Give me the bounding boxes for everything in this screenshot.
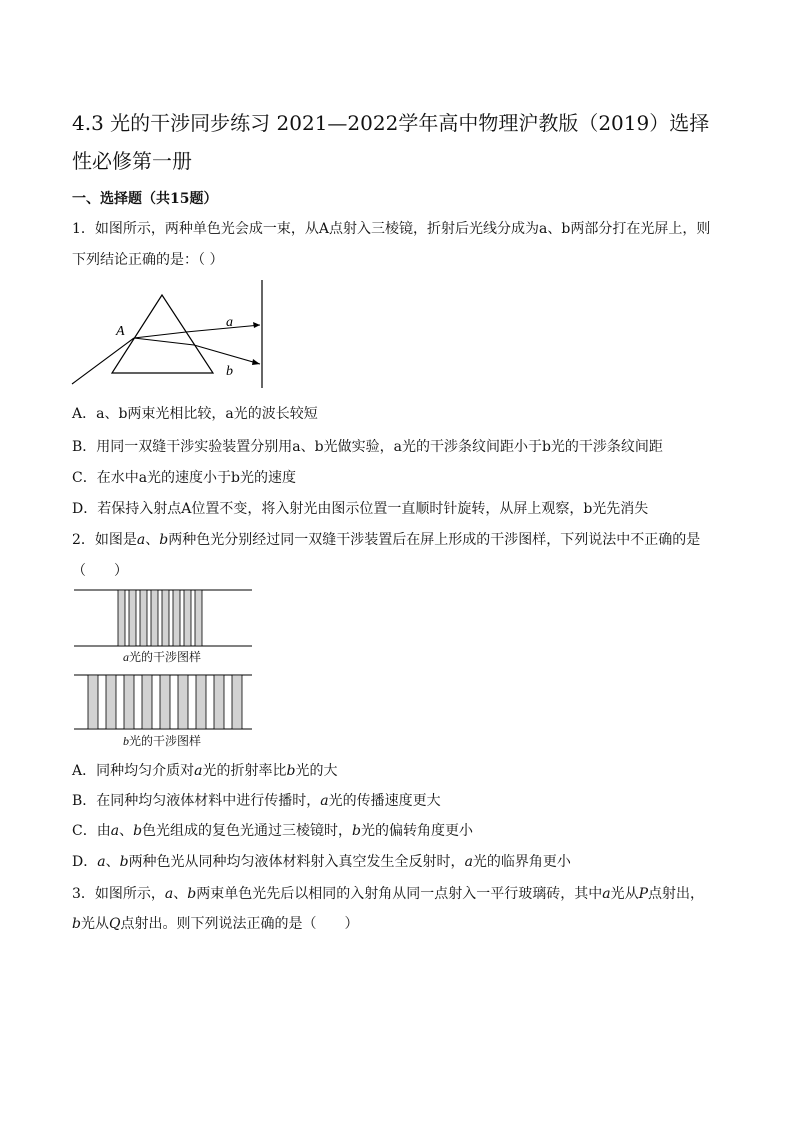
- q2-oc-post: 光的偏转角度更小: [361, 823, 474, 839]
- section-heading: 一、选择题（共15题）: [72, 191, 218, 207]
- q3-sep: 、: [173, 886, 188, 902]
- fringe-band: [232, 675, 242, 729]
- q3-mid: 两束单色光先后以相同的入射角从同一点射入一平行玻璃砖，其中: [196, 886, 603, 902]
- q2-oa-pre: A．同种均匀介质对: [72, 763, 195, 779]
- fringe-band: [124, 675, 134, 729]
- q3-l2-post: 点射出。则下列说法正确的是（ ）: [120, 916, 359, 932]
- fringe-band: [160, 675, 170, 729]
- q2-oc-v1: a: [110, 823, 120, 839]
- q2-stem-sep: 、: [145, 532, 160, 548]
- caption-b-var: b: [123, 734, 129, 748]
- q2-oc-mid1: 、: [119, 823, 134, 839]
- q3-l2-mid: 光从: [80, 916, 109, 932]
- q2-option-d: [72, 851, 571, 871]
- ray-a: [186, 325, 260, 332]
- fringe-band: [140, 590, 147, 646]
- fringe-band: [142, 675, 152, 729]
- label-a: a: [226, 315, 233, 330]
- q1-option-c: C．在水中a光的速度小于b光的速度: [72, 470, 297, 486]
- q2-ob-post: 光的传播速度更大: [328, 793, 441, 809]
- label-b: b: [226, 364, 233, 379]
- q2-oc-v3: b: [352, 823, 362, 839]
- q2-ob-v1: a: [320, 793, 329, 809]
- q3-var-b2: b: [72, 916, 81, 932]
- caption-a-text: 光的干涉图样: [129, 650, 202, 664]
- ray-a-arrow: [253, 322, 260, 328]
- q2-option-c: [72, 820, 473, 840]
- q3-var-a: a: [164, 886, 174, 902]
- ray-b-arrow: [252, 359, 260, 365]
- q2-od-v2: b: [119, 854, 129, 870]
- fringe-band: [195, 590, 202, 646]
- q2-od-pre: D．: [72, 854, 98, 870]
- q3-pre: 3．如图所示，: [72, 886, 165, 902]
- fringe-band: [184, 590, 191, 646]
- incident-ray: [72, 338, 134, 384]
- prism-triangle: [112, 295, 213, 373]
- q2-var-a: a: [136, 532, 146, 548]
- q2-oa-v1: a: [194, 763, 203, 779]
- ray-b: [194, 345, 260, 364]
- fringe-band: [214, 675, 224, 729]
- interference-pattern-a: [72, 588, 254, 648]
- q2-od-mid2: 两种色光从同种均匀液体材料射入真空发生全反射时，: [128, 854, 465, 870]
- q2-oa-v2: b: [286, 763, 296, 779]
- caption-b: [123, 732, 201, 749]
- q2-oc-pre: C．由: [72, 823, 111, 839]
- q3-stem-line2: [72, 913, 358, 933]
- fringe-band: [178, 675, 188, 729]
- q1-option-a: A．a、b两束光相比较，a光的波长较短: [72, 406, 318, 422]
- fringe-band: [196, 675, 206, 729]
- q2-oa-mid: 光的折射率比: [202, 763, 287, 779]
- q1-stem-line2: 下列结论正确的是：（ ）: [72, 252, 224, 268]
- interference-pattern-b: [72, 673, 254, 731]
- q2-stem-line2: （ ）: [72, 563, 128, 579]
- q3-post: 点射出，: [648, 886, 705, 902]
- fringes-a: [118, 590, 202, 646]
- q3-var-a2: a: [602, 886, 611, 902]
- q3-mid2: 光从: [610, 886, 639, 902]
- q2-oa-post: 光的大: [295, 763, 338, 779]
- q2-od-v1: a: [97, 854, 106, 870]
- q2-od-post: 光的临界角更小: [472, 854, 571, 870]
- label-A: A: [116, 324, 125, 339]
- q3-var-b: b: [187, 886, 197, 902]
- q2-stem-line1: [72, 529, 700, 549]
- caption-b-text: 光的干涉图样: [129, 734, 202, 748]
- caption-a: [123, 648, 201, 665]
- q2-stem-pre: 2．如图是: [72, 532, 137, 548]
- q1-option-b: B．用同一双缝干涉实验装置分别用a、b光做实验，a光的干涉条纹间距小于b光的干涉条纹间距: [72, 439, 663, 455]
- q2-od-mid1: 、: [105, 854, 120, 870]
- q2-oc-v2: b: [133, 823, 143, 839]
- q2-var-b: b: [159, 532, 169, 548]
- fringes-b: [88, 675, 242, 729]
- q2-stem-post: 两种色光分别经过同一双缝干涉装置后在屏上形成的干涉图样，下列说法中不正确的是: [168, 532, 701, 548]
- page-title: 4.3 光的干涉同步练习 2021—2022学年高中物理沪教版（2019）选择性必修第一册: [72, 111, 710, 173]
- fringe-band: [129, 590, 136, 646]
- caption-a-var: a: [123, 650, 129, 664]
- ray-a-inside: [134, 332, 186, 338]
- q2-oc-mid2: 色光组成的复色光通过三棱镜时，: [142, 823, 353, 839]
- q1-option-d: D．若保持入射点A位置不变，将入射光由图示位置一直顺时针旋转，从屏上观察，b光先消失: [72, 501, 649, 517]
- q3-var-q: Q: [108, 916, 121, 932]
- fringe-band: [118, 590, 125, 646]
- q3-var-p: P: [638, 886, 649, 902]
- fringe-band: [106, 675, 116, 729]
- q3-stem-line1: [72, 883, 704, 903]
- q2-option-b: [72, 790, 441, 810]
- fringe-band: [173, 590, 180, 646]
- fringe-band: [151, 590, 158, 646]
- fringe-band: [88, 675, 98, 729]
- q2-od-v3: a: [464, 854, 473, 870]
- q2-option-a: [72, 760, 337, 780]
- q1-stem-line1: 1．如图所示，两种单色光会成一束，从A点射入三棱镜，折射后光线分成为a、b两部分打在光屏上，则: [72, 221, 711, 237]
- fringe-band: [162, 590, 169, 646]
- prism-diagram: [70, 278, 270, 390]
- ray-b-inside: [134, 338, 194, 345]
- q2-ob-pre: B．在同种均匀液体材料中进行传播时，: [72, 793, 321, 809]
